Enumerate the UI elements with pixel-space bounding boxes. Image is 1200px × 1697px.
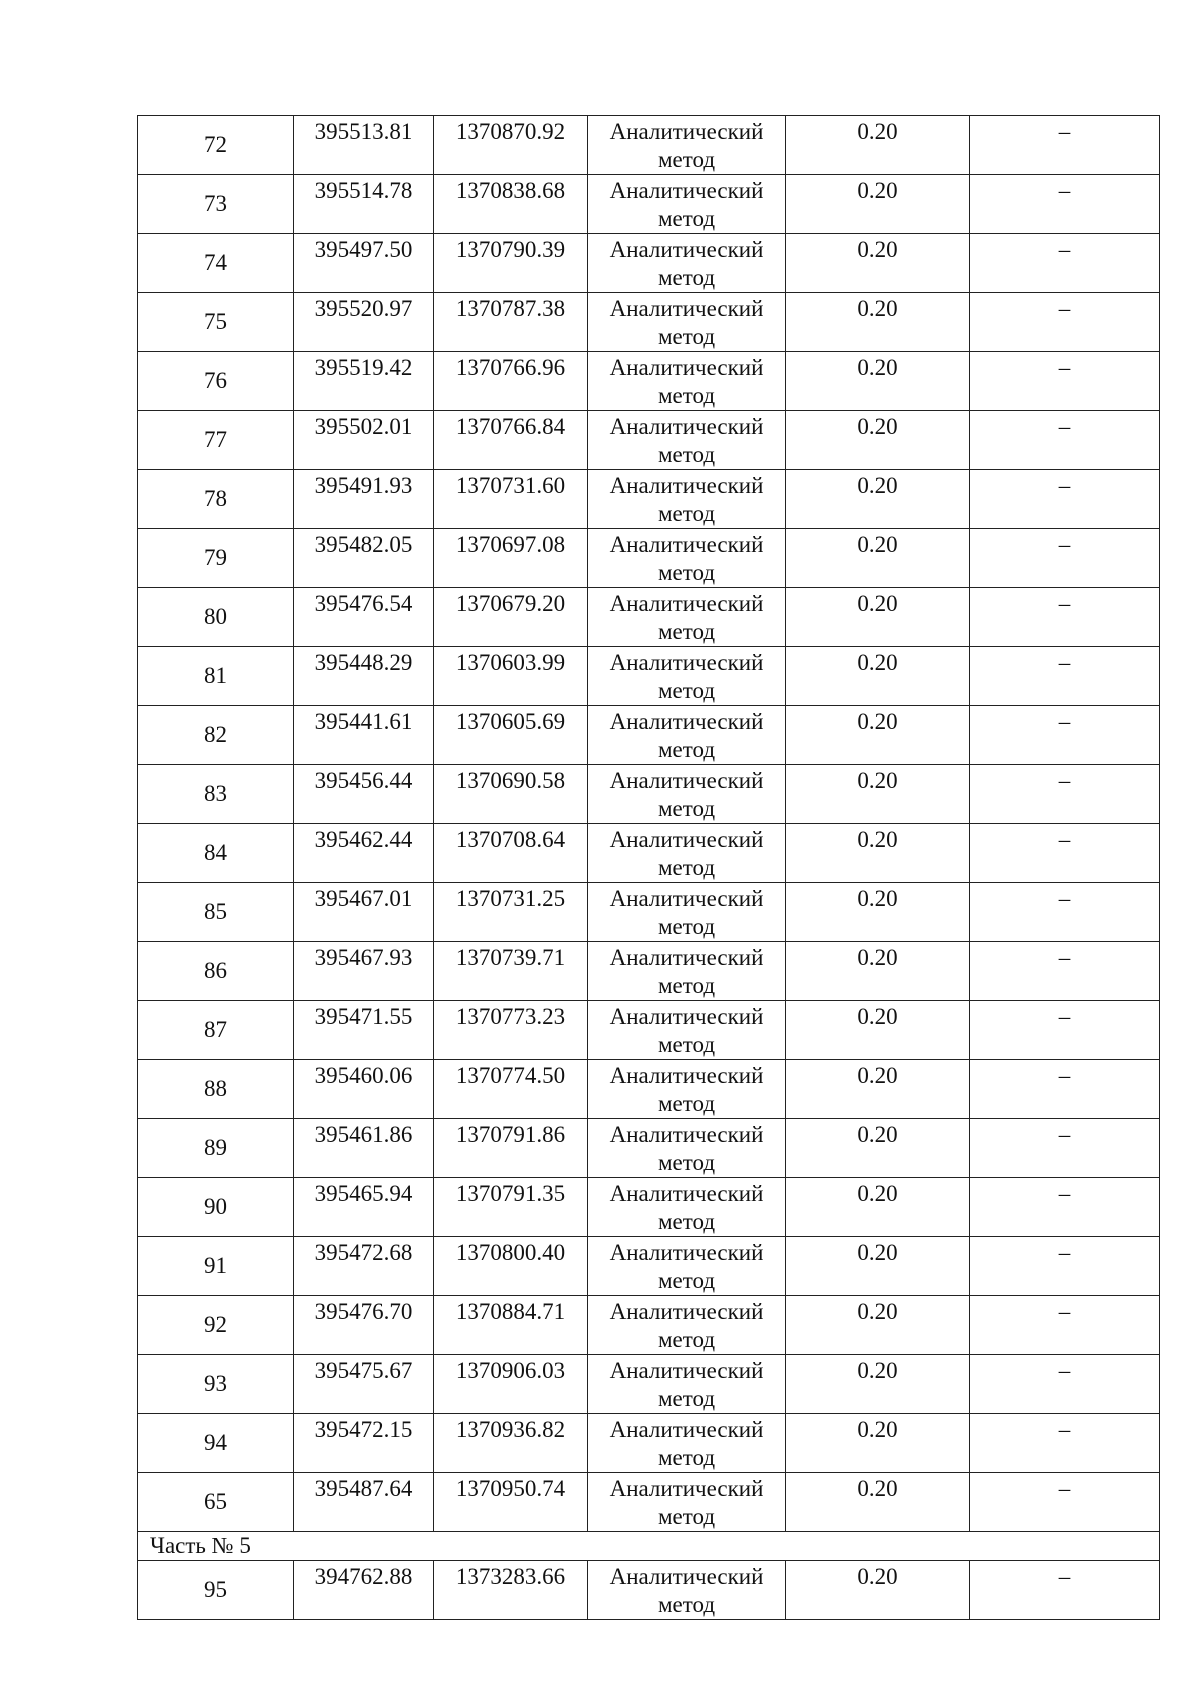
method-line-2: метод	[657, 678, 716, 703]
table-row	[138, 116, 1160, 175]
method-cell	[588, 1355, 786, 1414]
point-number-cell: 84	[138, 824, 294, 883]
section-header-row	[138, 1532, 1160, 1561]
method-line-2: метод	[657, 1386, 716, 1411]
x-coordinate-cell: 395460.06	[294, 1060, 434, 1119]
method-line-1: Аналитический	[609, 709, 764, 734]
method-cell	[588, 883, 786, 942]
description-cell: –	[970, 116, 1160, 175]
y-coordinate-cell: 1370774.50	[434, 1060, 588, 1119]
y-coordinate-cell: 1370791.35	[434, 1178, 588, 1237]
method-line-1: Аналитический	[609, 1299, 764, 1324]
table-row	[138, 352, 1160, 411]
accuracy-cell: 0.20	[786, 765, 970, 824]
method-line-1: Аналитический	[609, 1240, 764, 1265]
x-coordinate-cell: 394762.88	[294, 1561, 434, 1620]
point-number-cell: 73	[138, 175, 294, 234]
table-body	[138, 116, 1160, 1620]
x-coordinate-cell: 395520.97	[294, 293, 434, 352]
method-line-2: метод	[657, 1268, 716, 1293]
y-coordinate-cell: 1370790.39	[434, 234, 588, 293]
x-coordinate-cell: 395456.44	[294, 765, 434, 824]
accuracy-cell: 0.20	[786, 529, 970, 588]
x-coordinate-cell: 395482.05	[294, 529, 434, 588]
method-line-1: Аналитический	[609, 414, 764, 439]
y-coordinate-cell: 1373283.66	[434, 1561, 588, 1620]
accuracy-cell: 0.20	[786, 1001, 970, 1060]
description-cell: –	[970, 1561, 1160, 1620]
table-row	[138, 175, 1160, 234]
x-coordinate-cell: 395471.55	[294, 1001, 434, 1060]
point-number-cell: 75	[138, 293, 294, 352]
table-row	[138, 1178, 1160, 1237]
description-cell: –	[970, 529, 1160, 588]
table-row	[138, 1001, 1160, 1060]
method-line-2: метод	[657, 501, 716, 526]
method-line-2: метод	[657, 1150, 716, 1175]
x-coordinate-cell: 395514.78	[294, 175, 434, 234]
description-cell: –	[970, 1119, 1160, 1178]
method-line-2: метод	[657, 147, 716, 172]
table-row	[138, 234, 1160, 293]
y-coordinate-cell: 1370739.71	[434, 942, 588, 1001]
method-line-2: метод	[657, 619, 716, 644]
point-number-cell: 77	[138, 411, 294, 470]
method-line-1: Аналитический	[609, 1564, 764, 1589]
accuracy-cell: 0.20	[786, 824, 970, 883]
y-coordinate-cell: 1370787.38	[434, 293, 588, 352]
description-cell: –	[970, 942, 1160, 1001]
method-cell	[588, 234, 786, 293]
description-cell: –	[970, 706, 1160, 765]
accuracy-cell: 0.20	[786, 1561, 970, 1620]
method-cell	[588, 1296, 786, 1355]
method-line-1: Аналитический	[609, 532, 764, 557]
accuracy-cell: 0.20	[786, 1414, 970, 1473]
accuracy-cell: 0.20	[786, 1296, 970, 1355]
point-number-cell: 94	[138, 1414, 294, 1473]
method-line-1: Аналитический	[609, 178, 764, 203]
method-line-1: Аналитический	[609, 827, 764, 852]
y-coordinate-cell: 1370906.03	[434, 1355, 588, 1414]
method-cell	[588, 824, 786, 883]
method-line-2: метод	[657, 1327, 716, 1352]
method-line-1: Аналитический	[609, 650, 764, 675]
x-coordinate-cell: 395475.67	[294, 1355, 434, 1414]
x-coordinate-cell: 395513.81	[294, 116, 434, 175]
coordinates-table	[137, 115, 1160, 1620]
y-coordinate-cell: 1370950.74	[434, 1473, 588, 1532]
method-line-1: Аналитический	[609, 296, 764, 321]
point-number-cell: 90	[138, 1178, 294, 1237]
section-title: Часть № 5	[138, 1532, 1160, 1561]
y-coordinate-cell: 1370697.08	[434, 529, 588, 588]
point-number-cell: 80	[138, 588, 294, 647]
method-line-1: Аналитический	[609, 886, 764, 911]
accuracy-cell: 0.20	[786, 883, 970, 942]
description-cell: –	[970, 1355, 1160, 1414]
table-row	[138, 529, 1160, 588]
x-coordinate-cell: 395476.70	[294, 1296, 434, 1355]
method-cell	[588, 175, 786, 234]
x-coordinate-cell: 395467.01	[294, 883, 434, 942]
method-cell	[588, 647, 786, 706]
point-number-cell: 72	[138, 116, 294, 175]
description-cell: –	[970, 470, 1160, 529]
method-line-2: метод	[657, 265, 716, 290]
method-line-2: метод	[657, 796, 716, 821]
table-row	[138, 411, 1160, 470]
table-row	[138, 706, 1160, 765]
method-cell	[588, 411, 786, 470]
y-coordinate-cell: 1370708.64	[434, 824, 588, 883]
method-cell	[588, 765, 786, 824]
point-number-cell: 95	[138, 1561, 294, 1620]
method-cell	[588, 352, 786, 411]
method-cell	[588, 588, 786, 647]
method-line-1: Аналитический	[609, 355, 764, 380]
table-row	[138, 1561, 1160, 1620]
point-number-cell: 83	[138, 765, 294, 824]
y-coordinate-cell: 1370766.96	[434, 352, 588, 411]
method-cell	[588, 293, 786, 352]
y-coordinate-cell: 1370731.25	[434, 883, 588, 942]
table-row	[138, 647, 1160, 706]
point-number-cell: 65	[138, 1473, 294, 1532]
method-line-1: Аналитический	[609, 768, 764, 793]
description-cell: –	[970, 1237, 1160, 1296]
accuracy-cell: 0.20	[786, 647, 970, 706]
description-cell: –	[970, 1414, 1160, 1473]
table-row	[138, 942, 1160, 1001]
description-cell: –	[970, 1060, 1160, 1119]
point-number-cell: 87	[138, 1001, 294, 1060]
description-cell: –	[970, 1178, 1160, 1237]
point-number-cell: 81	[138, 647, 294, 706]
point-number-cell: 78	[138, 470, 294, 529]
accuracy-cell: 0.20	[786, 942, 970, 1001]
accuracy-cell: 0.20	[786, 1060, 970, 1119]
table-row	[138, 1473, 1160, 1532]
x-coordinate-cell: 395519.42	[294, 352, 434, 411]
method-cell	[588, 1561, 786, 1620]
x-coordinate-cell: 395461.86	[294, 1119, 434, 1178]
table-row	[138, 1237, 1160, 1296]
accuracy-cell: 0.20	[786, 706, 970, 765]
method-line-1: Аналитический	[609, 945, 764, 970]
y-coordinate-cell: 1370838.68	[434, 175, 588, 234]
accuracy-cell: 0.20	[786, 1355, 970, 1414]
method-line-1: Аналитический	[609, 1476, 764, 1501]
description-cell: –	[970, 824, 1160, 883]
method-line-2: метод	[657, 737, 716, 762]
description-cell: –	[970, 411, 1160, 470]
y-coordinate-cell: 1370603.99	[434, 647, 588, 706]
method-line-2: метод	[657, 855, 716, 880]
accuracy-cell: 0.20	[786, 234, 970, 293]
description-cell: –	[970, 883, 1160, 942]
x-coordinate-cell: 395465.94	[294, 1178, 434, 1237]
point-number-cell: 74	[138, 234, 294, 293]
method-line-2: метод	[657, 442, 716, 467]
table-row	[138, 588, 1160, 647]
y-coordinate-cell: 1370800.40	[434, 1237, 588, 1296]
method-line-2: метод	[657, 1032, 716, 1057]
x-coordinate-cell: 395448.29	[294, 647, 434, 706]
point-number-cell: 86	[138, 942, 294, 1001]
x-coordinate-cell: 395502.01	[294, 411, 434, 470]
method-cell	[588, 1001, 786, 1060]
x-coordinate-cell: 395462.44	[294, 824, 434, 883]
table-row	[138, 1119, 1160, 1178]
accuracy-cell: 0.20	[786, 293, 970, 352]
accuracy-cell: 0.20	[786, 116, 970, 175]
method-line-1: Аналитический	[609, 1004, 764, 1029]
y-coordinate-cell: 1370870.92	[434, 116, 588, 175]
description-cell: –	[970, 1001, 1160, 1060]
x-coordinate-cell: 395476.54	[294, 588, 434, 647]
description-cell: –	[970, 234, 1160, 293]
y-coordinate-cell: 1370766.84	[434, 411, 588, 470]
table-row	[138, 1355, 1160, 1414]
y-coordinate-cell: 1370679.20	[434, 588, 588, 647]
y-coordinate-cell: 1370731.60	[434, 470, 588, 529]
method-line-1: Аналитический	[609, 237, 764, 262]
table-row	[138, 293, 1160, 352]
method-line-2: метод	[657, 914, 716, 939]
method-line-2: метод	[657, 1592, 716, 1617]
method-line-1: Аналитический	[609, 1417, 764, 1442]
y-coordinate-cell: 1370690.58	[434, 765, 588, 824]
method-cell	[588, 470, 786, 529]
x-coordinate-cell: 395467.93	[294, 942, 434, 1001]
y-coordinate-cell: 1370884.71	[434, 1296, 588, 1355]
method-line-1: Аналитический	[609, 473, 764, 498]
method-cell	[588, 1060, 786, 1119]
point-number-cell: 91	[138, 1237, 294, 1296]
description-cell: –	[970, 765, 1160, 824]
method-line-2: метод	[657, 383, 716, 408]
description-cell: –	[970, 293, 1160, 352]
accuracy-cell: 0.20	[786, 1473, 970, 1532]
x-coordinate-cell: 395441.61	[294, 706, 434, 765]
description-cell: –	[970, 352, 1160, 411]
method-cell	[588, 1237, 786, 1296]
method-line-2: метод	[657, 1504, 716, 1529]
description-cell: –	[970, 1473, 1160, 1532]
method-cell	[588, 1473, 786, 1532]
table-row	[138, 1060, 1160, 1119]
method-line-1: Аналитический	[609, 1181, 764, 1206]
point-number-cell: 85	[138, 883, 294, 942]
x-coordinate-cell: 395491.93	[294, 470, 434, 529]
method-line-2: метод	[657, 324, 716, 349]
y-coordinate-cell: 1370791.86	[434, 1119, 588, 1178]
y-coordinate-cell: 1370773.23	[434, 1001, 588, 1060]
point-number-cell: 92	[138, 1296, 294, 1355]
x-coordinate-cell: 395472.68	[294, 1237, 434, 1296]
accuracy-cell: 0.20	[786, 1119, 970, 1178]
table-row	[138, 824, 1160, 883]
accuracy-cell: 0.20	[786, 470, 970, 529]
x-coordinate-cell: 395497.50	[294, 234, 434, 293]
accuracy-cell: 0.20	[786, 411, 970, 470]
accuracy-cell: 0.20	[786, 175, 970, 234]
accuracy-cell: 0.20	[786, 1237, 970, 1296]
description-cell: –	[970, 1296, 1160, 1355]
method-line-1: Аналитический	[609, 119, 764, 144]
method-cell	[588, 942, 786, 1001]
x-coordinate-cell: 395487.64	[294, 1473, 434, 1532]
method-cell	[588, 116, 786, 175]
point-number-cell: 82	[138, 706, 294, 765]
table-row	[138, 1414, 1160, 1473]
method-line-2: метод	[657, 560, 716, 585]
method-cell	[588, 706, 786, 765]
y-coordinate-cell: 1370936.82	[434, 1414, 588, 1473]
method-line-1: Аналитический	[609, 1358, 764, 1383]
point-number-cell: 89	[138, 1119, 294, 1178]
table-row	[138, 1296, 1160, 1355]
point-number-cell: 79	[138, 529, 294, 588]
method-line-1: Аналитический	[609, 591, 764, 616]
method-line-1: Аналитический	[609, 1063, 764, 1088]
description-cell: –	[970, 647, 1160, 706]
method-cell	[588, 1414, 786, 1473]
method-line-2: метод	[657, 1091, 716, 1116]
method-cell	[588, 1178, 786, 1237]
y-coordinate-cell: 1370605.69	[434, 706, 588, 765]
point-number-cell: 93	[138, 1355, 294, 1414]
table-row	[138, 470, 1160, 529]
method-cell	[588, 529, 786, 588]
accuracy-cell: 0.20	[786, 588, 970, 647]
method-cell	[588, 1119, 786, 1178]
point-number-cell: 88	[138, 1060, 294, 1119]
accuracy-cell: 0.20	[786, 352, 970, 411]
description-cell: –	[970, 588, 1160, 647]
method-line-2: метод	[657, 1209, 716, 1234]
table-row	[138, 765, 1160, 824]
description-cell: –	[970, 175, 1160, 234]
point-number-cell: 76	[138, 352, 294, 411]
method-line-2: метод	[657, 973, 716, 998]
method-line-2: метод	[657, 1445, 716, 1470]
table-row	[138, 883, 1160, 942]
method-line-1: Аналитический	[609, 1122, 764, 1147]
accuracy-cell: 0.20	[786, 1178, 970, 1237]
method-line-2: метод	[657, 206, 716, 231]
x-coordinate-cell: 395472.15	[294, 1414, 434, 1473]
